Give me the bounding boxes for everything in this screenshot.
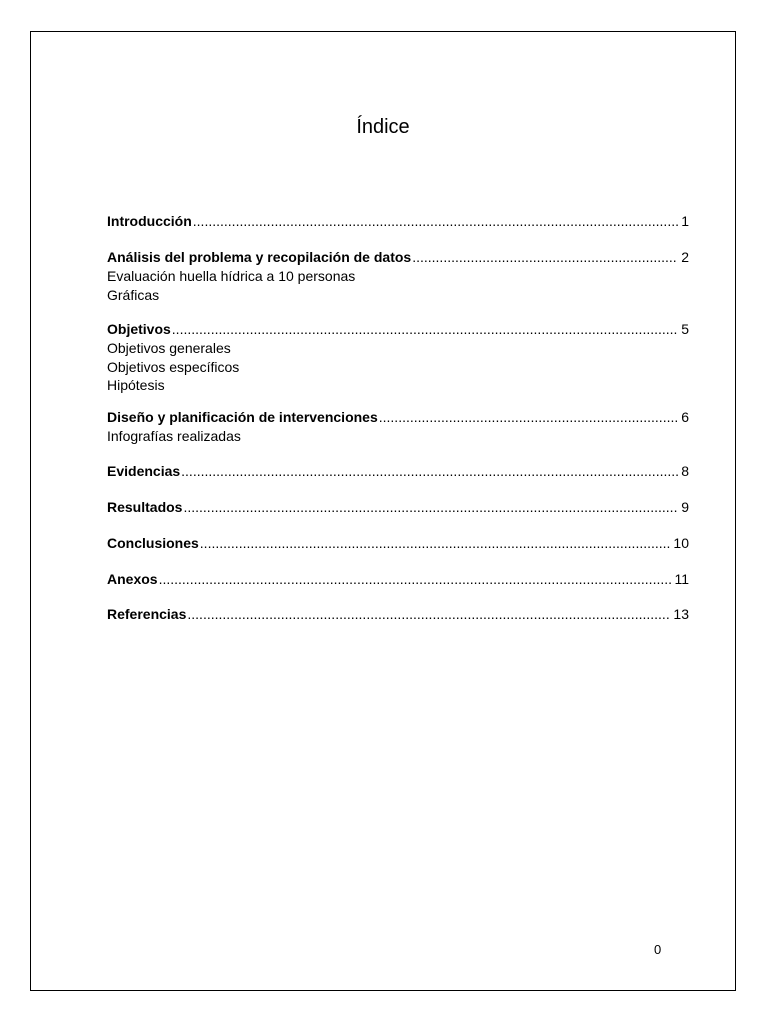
dot-leader <box>193 212 678 231</box>
toc-heading: Anexos <box>107 571 158 587</box>
toc-entry-conclusiones <box>107 534 689 553</box>
dot-leader <box>412 248 678 267</box>
toc-section-analisis <box>107 248 689 304</box>
toc-page-number: 9 <box>681 499 689 515</box>
dot-leader <box>379 408 678 427</box>
toc-entry-anexos <box>107 570 689 589</box>
toc-subitem: Infografías realizadas <box>107 428 241 444</box>
toc-heading: Evidencias <box>107 463 181 479</box>
toc-entry-diseno <box>107 408 689 427</box>
toc-entry-objetivos <box>107 320 689 339</box>
page-title: Índice <box>356 116 410 138</box>
dot-leader <box>187 605 670 624</box>
document-page <box>30 31 736 991</box>
toc-heading: Resultados <box>107 499 183 515</box>
toc-heading: Análisis del problema y recopilación de datos <box>107 249 412 265</box>
toc-page-number: 13 <box>673 606 689 622</box>
toc-page-number: 1 <box>681 213 689 229</box>
toc-page-number: 5 <box>681 321 689 337</box>
toc-subitem: Objetivos generales <box>107 340 231 356</box>
dot-leader <box>172 320 678 339</box>
toc-subitem: Objetivos específicos <box>107 358 240 375</box>
toc-section-diseno <box>107 408 689 446</box>
toc-subitem: Hipótesis <box>107 377 165 393</box>
page-number: 0 <box>654 942 662 957</box>
toc-heading: Objetivos <box>107 321 171 337</box>
toc-heading: Introducción <box>107 213 192 229</box>
toc-page-number: 6 <box>681 409 689 425</box>
dot-leader <box>159 570 672 589</box>
toc-section-objetivos <box>107 320 689 395</box>
toc-subitem: Evaluación huella hídrica a 10 personas <box>107 268 356 284</box>
toc-page-number: 11 <box>674 571 689 587</box>
toc-entry-analisis <box>107 248 689 267</box>
toc-page-number: 8 <box>681 463 689 479</box>
toc-page-number: 10 <box>673 535 689 551</box>
toc-heading: Referencias <box>107 606 187 622</box>
toc-heading: Diseño y planificación de intervenciones <box>107 409 378 425</box>
toc-entry-referencias <box>107 605 689 624</box>
toc-heading: Conclusiones <box>107 535 199 551</box>
dot-leader <box>181 462 678 481</box>
toc-entry-resultados <box>107 498 689 517</box>
toc-subitem: Gráficas <box>107 286 160 303</box>
dot-leader <box>200 534 671 553</box>
dot-leader <box>183 498 678 517</box>
toc-entry-evidencias <box>107 462 689 481</box>
toc-entry-introduccion <box>107 212 689 231</box>
toc-page-number: 2 <box>681 249 689 265</box>
